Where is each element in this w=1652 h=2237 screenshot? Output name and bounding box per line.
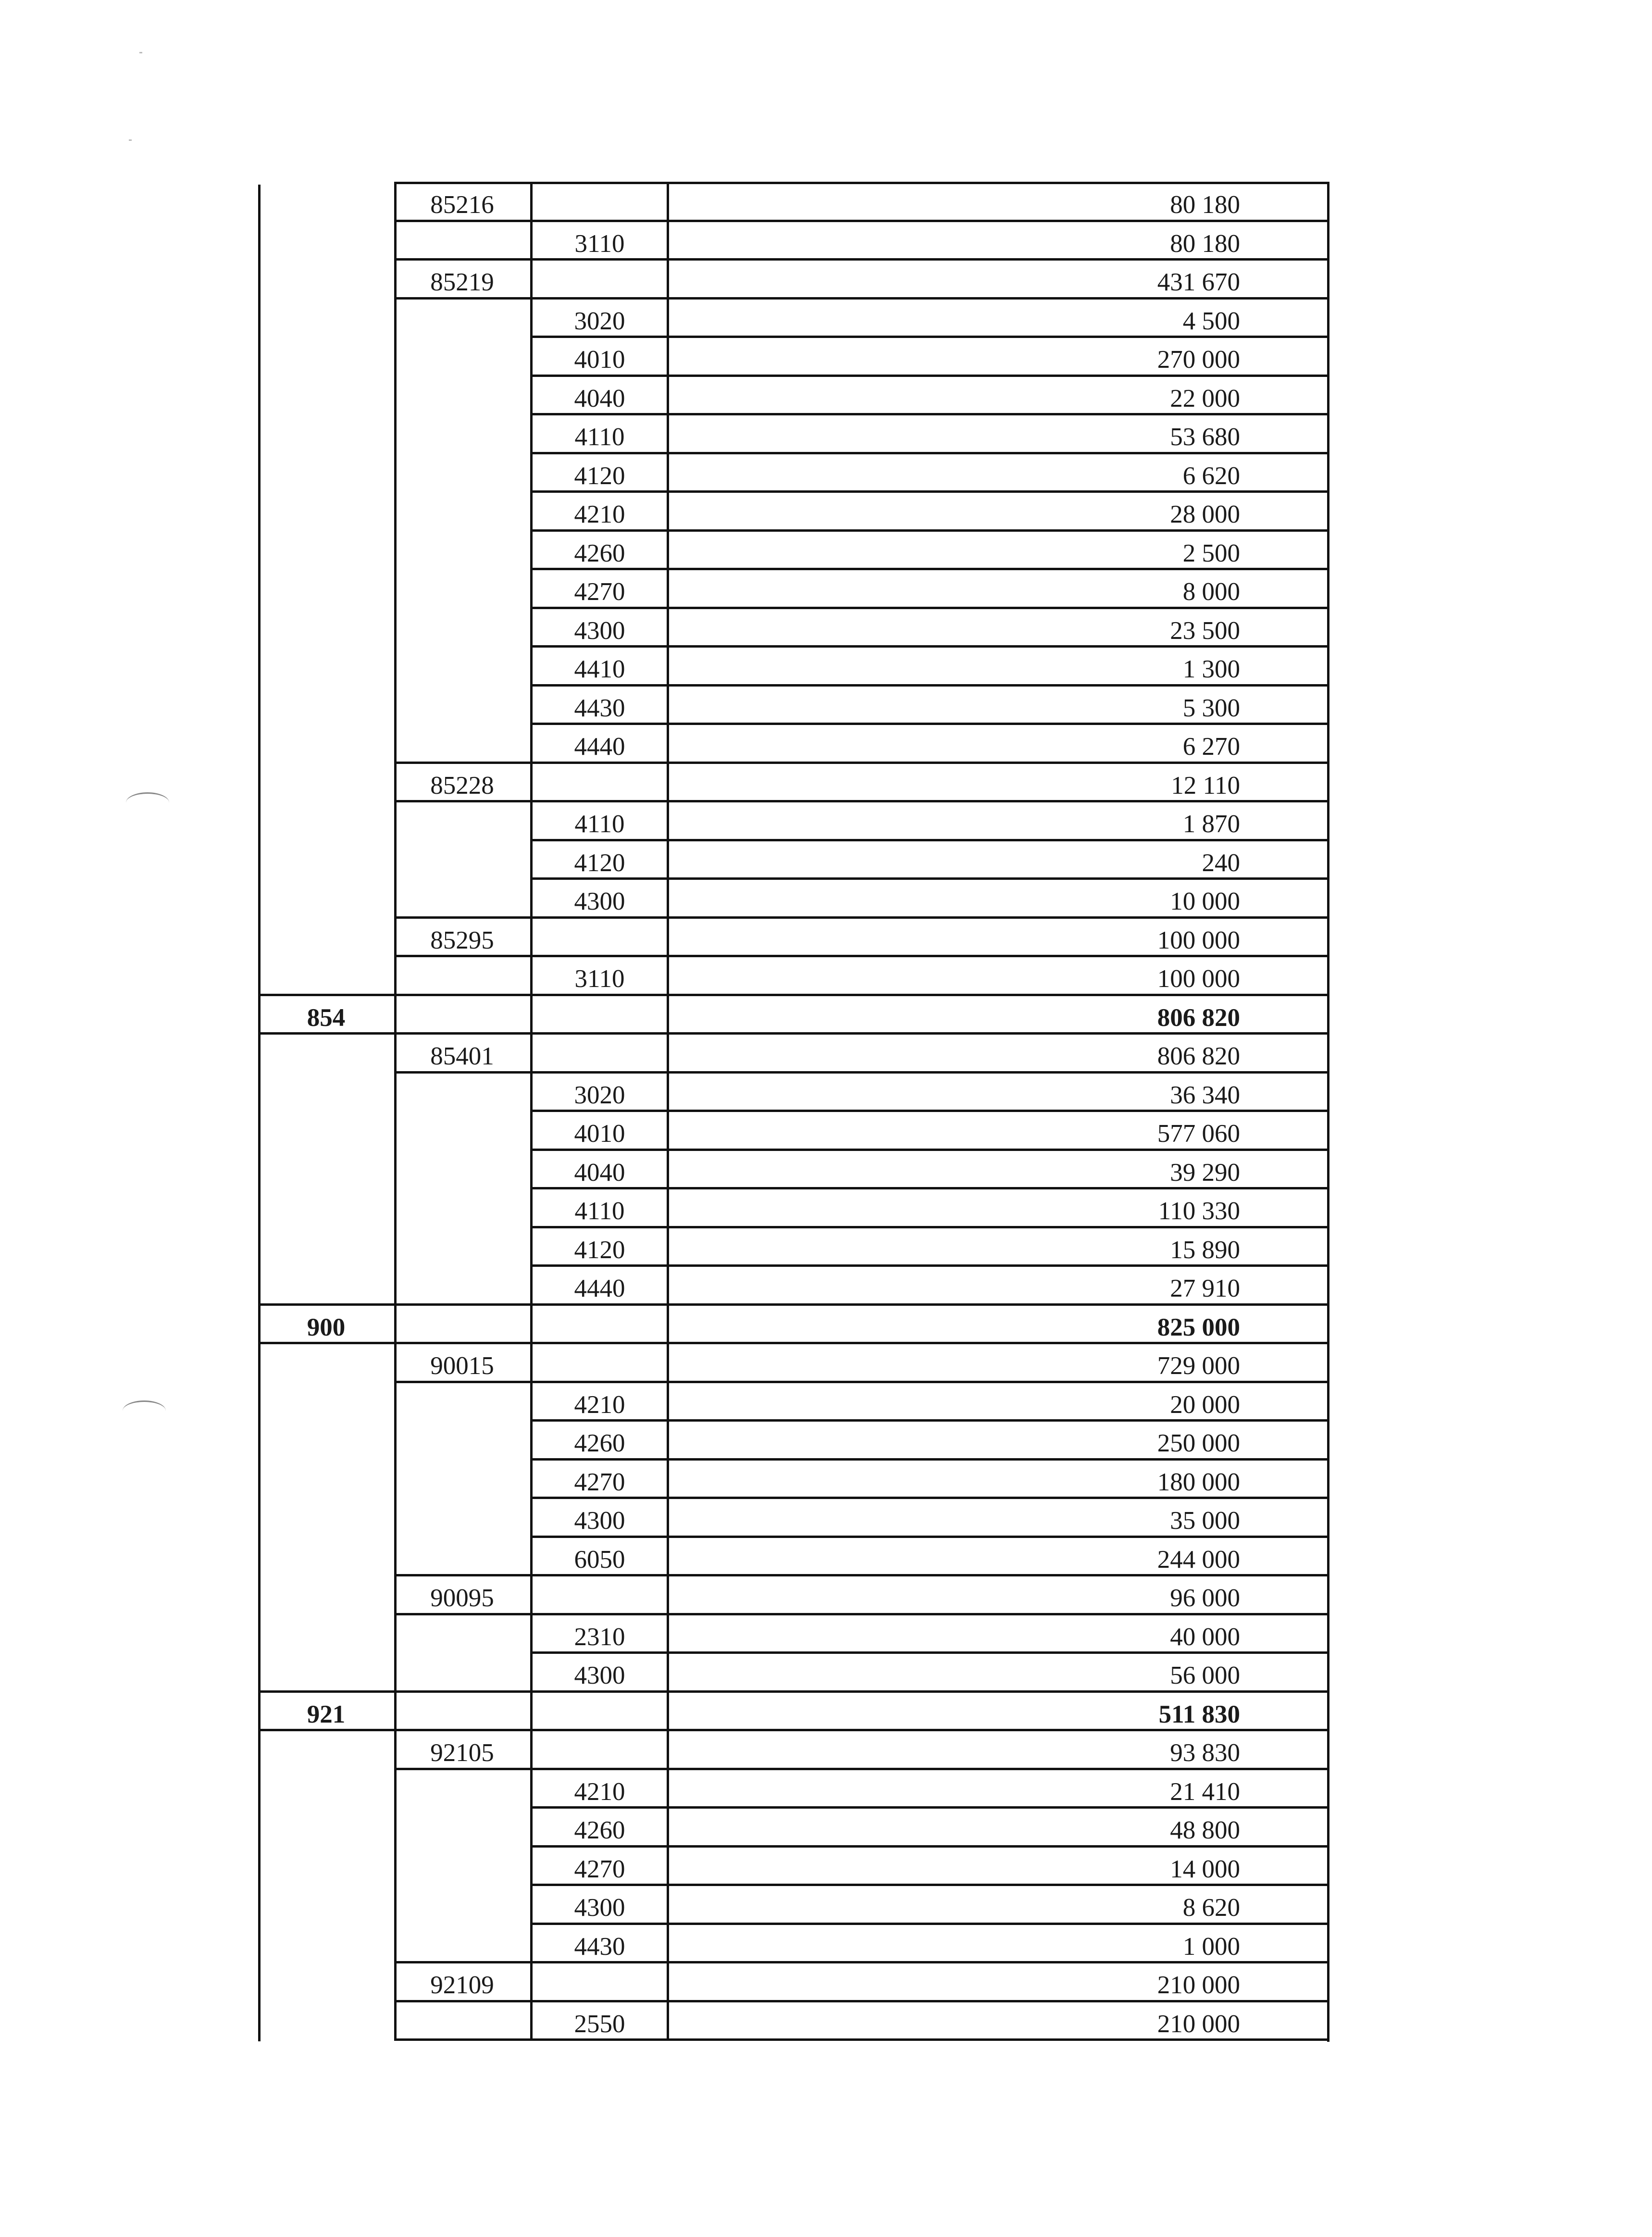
kwota-cell: 8 000: [1182, 578, 1240, 606]
row-separator: [530, 1923, 1329, 1925]
kwota-cell: 2 500: [1182, 539, 1240, 567]
paragraf-cell: 4430: [574, 1932, 625, 1961]
row-separator: [530, 1226, 1329, 1228]
kwota-cell: 21 410: [1170, 1777, 1240, 1806]
kwota-cell: 22 000: [1170, 384, 1240, 412]
kwota-cell: 15 890: [1170, 1236, 1240, 1264]
row-separator: [530, 723, 1329, 725]
row-separator: [258, 1303, 1329, 1306]
rozdzial-cell: 85401: [430, 1042, 494, 1070]
kwota-cell: 23 500: [1170, 616, 1240, 645]
row-separator: [394, 1961, 1329, 1963]
rozdzial-cell: 85228: [430, 771, 494, 800]
kwota-cell: 56 000: [1170, 1662, 1240, 1689]
row-separator: [530, 1458, 1329, 1461]
kwota-cell: 28 000: [1170, 500, 1240, 528]
row-separator: [530, 1536, 1329, 1538]
row-separator: [530, 645, 1329, 648]
row-separator: [530, 684, 1329, 687]
row-separator: [530, 1149, 1329, 1151]
row-separator: [258, 1032, 1329, 1035]
rozdzial-cell: 92105: [430, 1739, 494, 1767]
paragraf-cell: 4210: [574, 1777, 625, 1806]
kwota-cell: 12 110: [1171, 771, 1240, 800]
row-separator: [394, 297, 1329, 300]
row-separator: [394, 2000, 1329, 2002]
kwota-cell: 729 000: [1157, 1352, 1240, 1380]
row-separator: [394, 1613, 1329, 1615]
punch-hole-mark: [126, 792, 169, 813]
paragraf-cell: 4110: [574, 423, 625, 451]
paragraf-cell: 4040: [574, 384, 625, 412]
paragraf-cell: 4110: [574, 1197, 625, 1225]
row-separator: [394, 2038, 1329, 2041]
row-separator: [394, 800, 1329, 802]
row-separator: [530, 877, 1329, 880]
paragraf-cell: 4120: [574, 849, 625, 877]
paragraf-cell: 4300: [574, 616, 625, 645]
paragraf-cell: 4040: [574, 1158, 625, 1187]
paragraf-cell: 2550: [574, 2010, 625, 2038]
rozdzial-cell: 85216: [430, 191, 494, 219]
row-separator: [530, 607, 1329, 609]
kwota-cell: 80 180: [1170, 229, 1240, 258]
paragraf-cell: 4410: [574, 655, 625, 683]
dzial-cell: 900: [307, 1313, 346, 1341]
kwota-cell: 250 000: [1157, 1429, 1240, 1457]
kwota-cell: 14 000: [1170, 1855, 1240, 1883]
row-separator: [258, 1729, 1329, 1731]
kwota-cell: 240: [1202, 849, 1240, 877]
paragraf-cell: 4260: [574, 539, 625, 567]
row-separator: [530, 839, 1329, 841]
row-separator: [530, 1884, 1329, 1886]
row-separator: [530, 568, 1329, 570]
kwota-cell: 577 060: [1157, 1120, 1240, 1148]
row-separator: [530, 1497, 1329, 1499]
rozdzial-cell: 90095: [430, 1584, 494, 1612]
row-separator: [530, 1845, 1329, 1848]
kwota-cell: 27 910: [1170, 1275, 1240, 1302]
paragraf-cell: 4120: [574, 1236, 625, 1264]
paragraf-cell: 3110: [574, 965, 625, 993]
paragraf-cell: 3110: [574, 229, 625, 258]
paragraf-cell: 4210: [574, 1390, 625, 1419]
kwota-cell: 210 000: [1157, 2010, 1240, 2038]
row-separator: [394, 1574, 1329, 1576]
paragraf-cell: 4260: [574, 1816, 625, 1844]
kwota-cell: 4 500: [1182, 307, 1240, 335]
kwota-cell: 1 300: [1182, 655, 1240, 683]
row-separator: [530, 1651, 1329, 1654]
kwota-cell: 110 330: [1158, 1197, 1240, 1225]
rozdzial-cell: 85295: [430, 926, 494, 954]
row-separator: [394, 220, 1329, 222]
paragraf-cell: 4440: [574, 1275, 625, 1302]
paragraf-cell: 4120: [574, 462, 625, 490]
kwota-cell: 511 830: [1158, 1700, 1240, 1728]
paragraf-cell: 4210: [574, 500, 625, 528]
kwota-cell: 431 670: [1157, 268, 1240, 296]
dzial-cell: 854: [307, 1003, 346, 1032]
row-separator: [258, 1342, 1329, 1344]
row-separator: [530, 1264, 1329, 1267]
row-separator: [394, 1381, 1329, 1383]
row-separator: [530, 375, 1329, 377]
kwota-cell: 35 000: [1170, 1507, 1240, 1535]
row-separator: [530, 336, 1329, 338]
row-separator: [530, 452, 1329, 454]
paragraf-cell: 4430: [574, 694, 625, 722]
kwota-cell: 100 000: [1157, 965, 1240, 993]
kwota-cell: 48 800: [1170, 1816, 1240, 1844]
paragraf-cell: 4270: [574, 1468, 625, 1496]
row-separator: [394, 916, 1329, 919]
rozdzial-cell: 85219: [430, 268, 494, 296]
row-separator: [394, 955, 1329, 957]
row-separator: [530, 1419, 1329, 1422]
paragraf-cell: 6050: [574, 1545, 625, 1574]
paragraf-cell: 4300: [574, 1894, 625, 1922]
kwota-cell: 53 680: [1170, 423, 1240, 451]
paragraf-cell: 2310: [574, 1623, 625, 1651]
paragraf-cell: 3020: [574, 1081, 625, 1109]
paragraf-cell: 4110: [574, 810, 625, 838]
dzial-column-line: [258, 185, 261, 2041]
row-separator: [394, 258, 1329, 261]
row-separator: [530, 1110, 1329, 1112]
kwota-cell: 825 000: [1157, 1313, 1240, 1341]
row-separator: [530, 1187, 1329, 1189]
punch-hole-mark: [123, 1400, 166, 1421]
table-top-border: [394, 182, 1329, 184]
kwota-cell: 5 300: [1182, 694, 1240, 722]
kwota-cell: 10 000: [1170, 887, 1240, 915]
kwota-cell: 36 340: [1170, 1081, 1240, 1109]
kwota-cell: 180 000: [1157, 1468, 1240, 1496]
paragraf-cell: 3020: [574, 307, 625, 335]
scan-speck: [129, 139, 132, 141]
kwota-cell: 96 000: [1170, 1584, 1240, 1612]
row-separator: [394, 1768, 1329, 1770]
kwota-cell: 806 820: [1157, 1042, 1240, 1070]
kwota-cell: 8 620: [1182, 1894, 1240, 1922]
rozdzial-cell: 92109: [430, 1971, 494, 1999]
row-separator: [258, 994, 1329, 996]
kwota-cell: 806 820: [1157, 1003, 1240, 1032]
kwota-cell: 93 830: [1170, 1739, 1240, 1767]
paragraf-cell: 4010: [574, 1120, 625, 1148]
kwota-cell: 40 000: [1170, 1623, 1240, 1651]
paragraf-cell: 4300: [574, 1507, 625, 1535]
scan-speck: [139, 52, 142, 53]
paragraf-cell: 4010: [574, 346, 625, 374]
row-separator: [530, 490, 1329, 493]
kwota-cell: 210 000: [1157, 1971, 1240, 1999]
kwota-cell: 270 000: [1157, 346, 1240, 374]
row-separator: [394, 762, 1329, 764]
kwota-cell: 100 000: [1157, 926, 1240, 954]
paragraf-cell: 4260: [574, 1429, 625, 1457]
paragraf-cell: 4270: [574, 578, 625, 606]
kwota-cell: 244 000: [1157, 1545, 1240, 1574]
paragraf-cell: 4270: [574, 1855, 625, 1883]
row-separator: [394, 1071, 1329, 1074]
paragraf-cell: 4300: [574, 887, 625, 915]
row-separator: [530, 529, 1329, 532]
kwota-cell: 1 000: [1182, 1932, 1240, 1961]
kwota-cell: 20 000: [1170, 1390, 1240, 1419]
kwota-cell: 6 620: [1182, 462, 1240, 490]
kwota-cell: 6 270: [1182, 733, 1240, 761]
paragraf-cell: 4300: [574, 1662, 625, 1689]
kwota-cell: 39 290: [1170, 1158, 1240, 1187]
paragraf-cell: 4440: [574, 733, 625, 761]
row-separator: [530, 1806, 1329, 1809]
dzial-cell: 921: [307, 1700, 346, 1728]
kwota-cell: 1 870: [1182, 810, 1240, 838]
rozdzial-cell: 90015: [430, 1352, 494, 1380]
row-separator: [258, 1690, 1329, 1693]
kwota-cell: 80 180: [1170, 191, 1240, 219]
row-separator: [530, 413, 1329, 415]
